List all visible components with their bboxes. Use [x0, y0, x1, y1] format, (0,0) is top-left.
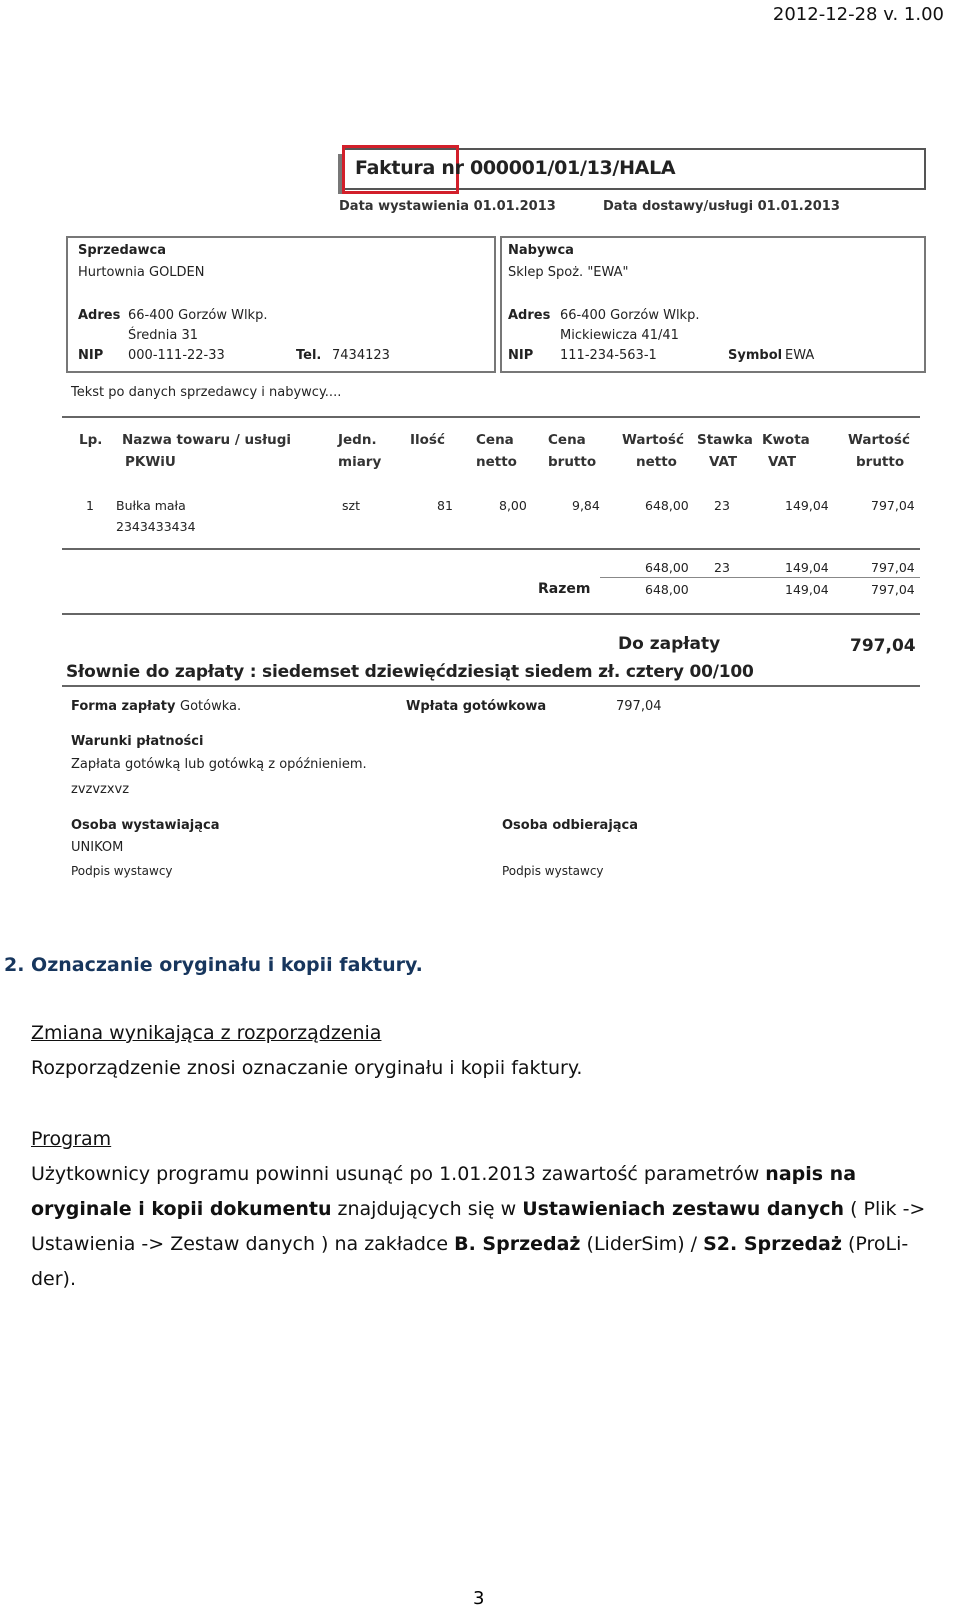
amount-in-words: Słownie do zapłaty : siedemset dziewięćdziesiąt siedem zł. cztery 00/100 [66, 662, 754, 682]
program-bold: Ustawieniach zestawu danych [522, 1198, 845, 1220]
row-unit: szt [342, 498, 360, 513]
invoice-title: Faktura nr 000001/01/13/HALA [355, 157, 676, 179]
invoice-note: Tekst po danych sprzedawcy i nabywcy.... [71, 385, 342, 400]
page-number: 3 [473, 1588, 485, 1609]
buyer-name: Sklep Spoż. "EWA" [508, 265, 629, 280]
change-text: Rozporządzenie znosi oznaczanie oryginału i kopii faktury. [31, 1057, 583, 1079]
buyer-label: Nabywca [508, 243, 574, 258]
seller-nip-label: NIP [78, 348, 104, 363]
col-valnet: Wartość [622, 432, 684, 448]
buyer-nip: 111-234-563-1 [560, 348, 657, 363]
program-text: Ustawienia -> Zestaw danych ) na zakładce [31, 1233, 455, 1255]
terms-value: Zapłata gotówką lub gotówką z opóźnieniem. [71, 757, 367, 772]
col-gross-2: brutto [548, 454, 597, 470]
receiver-sign: Podpis wystawcy [502, 864, 604, 878]
buyer-symbol: EWA [785, 348, 815, 363]
row-valnet: 648,00 [645, 498, 689, 513]
total-label: Razem [538, 581, 591, 597]
col-gross: Cena [548, 432, 586, 448]
row-vatamt: 149,04 [785, 498, 829, 513]
seller-address-line2: Średnia 31 [128, 328, 199, 343]
payment-label: Forma zapłaty [71, 699, 176, 714]
row-pkwiu: 2343433434 [116, 519, 196, 534]
total-rule [62, 613, 920, 615]
program-text: (ProLi- [841, 1233, 909, 1255]
to-pay-amount: 797,04 [850, 636, 916, 656]
col-valgross: Wartość [848, 432, 910, 448]
buyer-address-line1: 66-400 Gorzów Wlkp. [560, 308, 700, 323]
total-vatamt: 149,04 [785, 582, 829, 597]
table-bottom-rule [62, 548, 920, 550]
col-unit: Jedn. [338, 432, 377, 448]
col-net-2: netto [476, 454, 517, 470]
delivery-date: Data dostawy/usługi 01.01.2013 [603, 199, 840, 214]
col-lp: Lp. [79, 432, 103, 448]
receiver-label: Osoba odbierająca [502, 818, 639, 833]
col-vat: Stawka [697, 432, 753, 448]
buyer-address-line2: Mickiewicza 41/41 [560, 328, 679, 343]
words-rule [62, 685, 920, 687]
col-vatamt-2: VAT [768, 454, 797, 470]
program-bold: napis na [765, 1163, 857, 1185]
subtotal-vatamt: 149,04 [785, 560, 829, 575]
program-line-1 [31, 1163, 856, 1185]
col-valgross-2: brutto [856, 454, 905, 470]
program-line-2 [31, 1198, 925, 1220]
issuer-value: UNIKOM [71, 840, 124, 855]
col-name: Nazwa towaru / usługi [122, 432, 292, 448]
row-vat: 23 [714, 498, 730, 513]
cash-value: 797,04 [616, 699, 662, 714]
buyer-nip-label: NIP [508, 348, 534, 363]
row-gross: 9,84 [572, 498, 600, 513]
program-bold: B. Sprzedaż [454, 1233, 581, 1255]
row-lp: 1 [86, 498, 94, 513]
program-line-4: der). [31, 1268, 77, 1290]
col-valnet-2: netto [636, 454, 677, 470]
col-vat-2: VAT [709, 454, 738, 470]
seller-name: Hurtownia GOLDEN [78, 265, 205, 280]
program-bold: oryginale i kopii dokumentu [31, 1198, 332, 1220]
program-bold: S2. Sprzedaż [703, 1233, 842, 1255]
issuer-sign: Podpis wystawcy [71, 864, 173, 878]
change-heading: Zmiana wynikająca z rozporządzenia [31, 1022, 382, 1044]
issue-date: Data wystawienia 01.01.2013 [339, 199, 556, 214]
document-version: 2012-12-28 v. 1.00 [772, 4, 944, 25]
subtotal-valgross: 797,04 [871, 560, 915, 575]
issuer-label: Osoba wystawiająca [71, 818, 220, 833]
seller-address-label: Adres [78, 308, 121, 323]
seller-tel: 7434123 [332, 348, 390, 363]
row-net: 8,00 [499, 498, 527, 513]
col-qty: Ilość [410, 432, 445, 448]
subtotal-rule [600, 577, 920, 578]
total-valgross: 797,04 [871, 582, 915, 597]
program-text: znajdujących się w [331, 1198, 523, 1220]
subtotal-vat: 23 [714, 560, 730, 575]
to-pay-label: Do zapłaty [618, 634, 721, 654]
total-valnet: 648,00 [645, 582, 689, 597]
row-valgross: 797,04 [871, 498, 915, 513]
program-text: (LiderSim) / [580, 1233, 704, 1255]
section-heading: 2. Oznaczanie oryginału i kopii faktury. [4, 954, 423, 976]
seller-label: Sprzedawca [78, 243, 167, 258]
program-text: ( Plik -> [844, 1198, 926, 1220]
seller-nip: 000-111-22-33 [128, 348, 225, 363]
seller-tel-label: Tel. [296, 348, 322, 363]
row-name: Bułka mała [116, 498, 186, 513]
row-qty: 81 [437, 498, 453, 513]
subtotal-valnet: 648,00 [645, 560, 689, 575]
extra-text: zvzvzxvz [71, 782, 130, 797]
col-net: Cena [476, 432, 514, 448]
buyer-symbol-label: Symbol [728, 348, 783, 363]
program-text: Użytkownicy programu powinni usunąć po 1.01.2013 zawartość parametrów [31, 1163, 766, 1185]
seller-address-line1: 66-400 Gorzów Wlkp. [128, 308, 268, 323]
terms-label: Warunki płatności [71, 734, 204, 749]
cash-label: Wpłata gotówkowa [406, 699, 547, 714]
invoice-title-box [342, 148, 926, 190]
program-heading: Program [31, 1128, 112, 1150]
buyer-address-label: Adres [508, 308, 551, 323]
col-vatamt: Kwota [762, 432, 810, 448]
table-top-rule [62, 416, 920, 418]
col-pkwiu: PKWiU [125, 454, 176, 470]
program-line-3 [31, 1233, 908, 1255]
col-unit-2: miary [338, 454, 382, 470]
payment-value: Gotówka. [180, 699, 242, 714]
